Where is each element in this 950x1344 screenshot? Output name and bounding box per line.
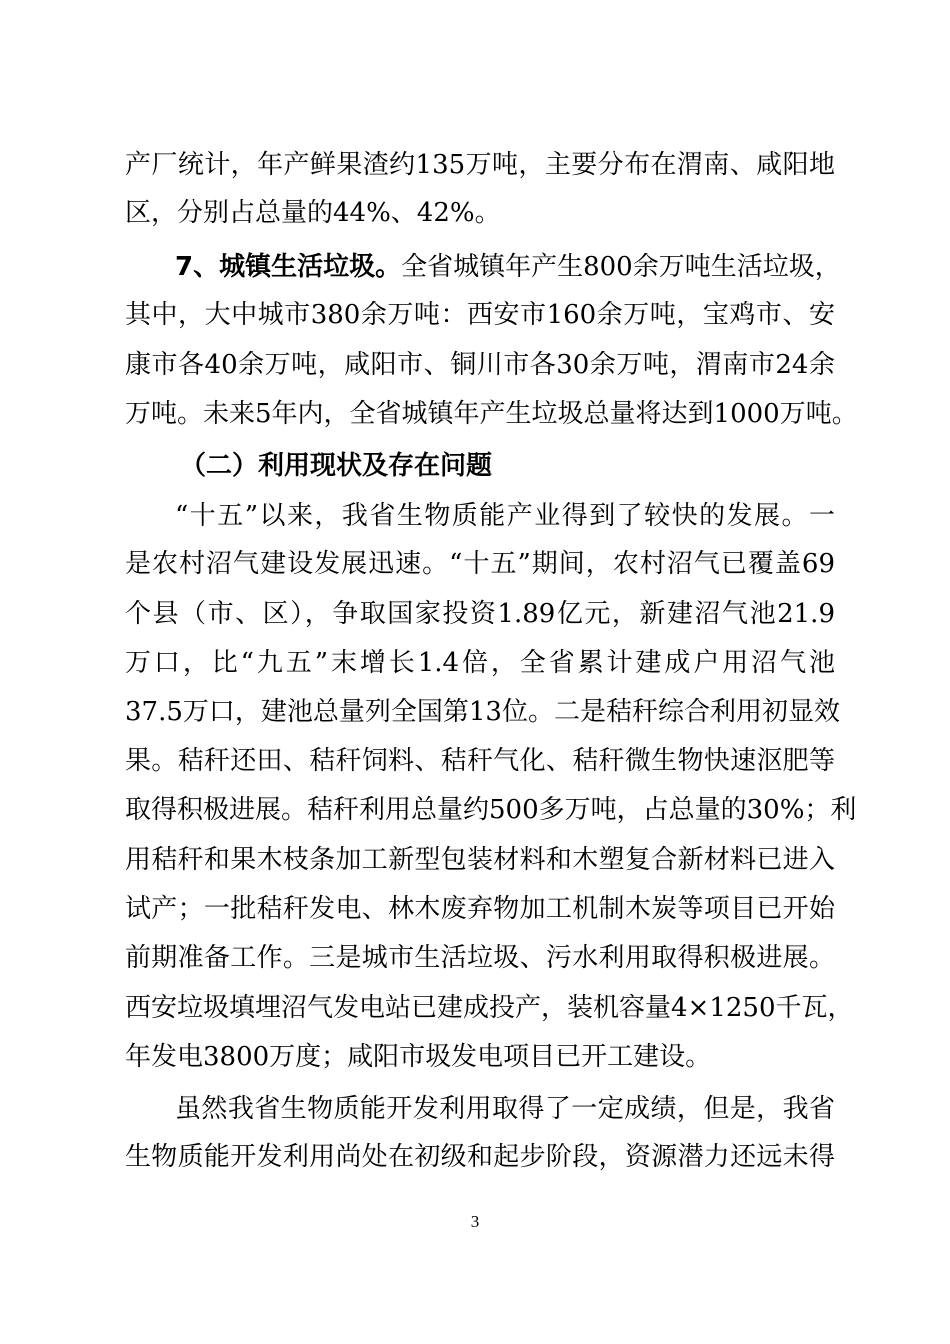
paragraph-line: 是农村沼气建设发展迅速。“十五”期间，农村沼气已覆盖69 — [125, 549, 835, 579]
page-number: 3 — [470, 1212, 480, 1231]
paragraph-line: 用秸秆和果木枝条加工新型包装材料和木塑复合新材料已进入 — [125, 845, 835, 875]
paragraph-line: 37.5万口，建池总量列全国第13位。二是秸秆综合利用初显效 — [125, 697, 840, 727]
item-7-label: 7、城镇生活垃圾。 — [175, 252, 402, 282]
paragraph-line: 万口，比“九五”末增长1.4倍，全省累计建成户用沼气池 — [125, 648, 835, 678]
paragraph-line: 产厂统计，年产鲜果渣约135万吨，主要分布在渭南、咸阳地 — [125, 150, 835, 180]
paragraph-line: 西安垃圾填埋沼气发电站已建成投产，装机容量4×1250千瓦， — [125, 993, 854, 1023]
paragraph-line: 果。秸秆还田、秸秆饲料、秸秆气化、秸秆微生物快速沤肥等 — [125, 746, 835, 776]
paragraph-line: 个县（市、区），争取国家投资1.89亿元，新建沼气池21.9 — [125, 599, 835, 629]
paragraph-line: 年发电3800万度；咸阳市圾发电项目已开工建设。 — [125, 1042, 712, 1072]
paragraph-line: 区，分别占总量的44%、42%。 — [125, 198, 501, 228]
paragraph-line: 生物质能开发利用尚处在初级和起步阶段，资源潜力还远未得 — [125, 1142, 835, 1172]
paragraph-line: 其中，大中城市380余万吨：西安市160余万吨，宝鸡市、安 — [125, 300, 835, 330]
paragraph-line: 万吨。未来5年内，全省城镇年产生垃圾总量将达到1000万吨。 — [125, 399, 858, 429]
item-7-line — [175, 243, 841, 291]
item-7-text: 全省城镇年产生800余万吨生活垃圾， — [401, 252, 841, 282]
paragraph-line: “十五”以来，我省生物质能产业得到了较快的发展。一 — [175, 501, 835, 531]
paragraph-line: 前期准备工作。三是城市生活垃圾、污水利用取得积极进展。 — [125, 943, 835, 973]
paragraph-line: 康市各40余万吨，咸阳市、铜川市各30余万吨，渭南市24余 — [125, 350, 835, 380]
section-heading: （二）利用现状及存在问题 — [180, 451, 493, 481]
paragraph-line: 取得积极进展。秸秆利用总量约500多万吨，占总量的30%；利 — [125, 795, 857, 825]
paragraph-line: 试产；一批秸秆发电、林木废弃物加工机制木炭等项目已开始 — [125, 894, 835, 924]
paragraph-line: 虽然我省生物质能开发利用取得了一定成绩，但是，我省 — [175, 1094, 835, 1124]
